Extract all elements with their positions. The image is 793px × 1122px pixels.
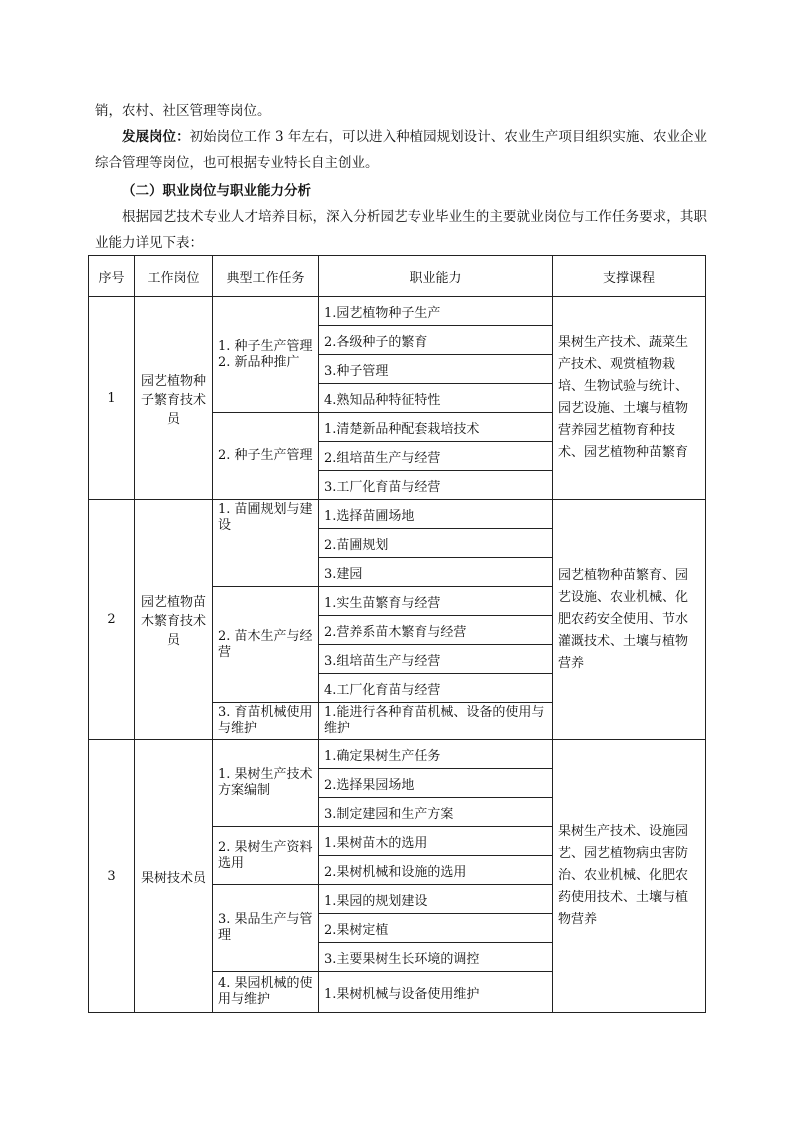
header-ability: 职业能力 [319, 256, 553, 297]
row-number: 1 [89, 297, 135, 500]
ability-cell: 1.清楚新品种配套栽培技术 [319, 413, 553, 442]
post-cell: 园艺植物苗木繁育技术员 [135, 500, 213, 740]
task-cell: 2. 果树生产资料选用 [213, 827, 319, 885]
ability-cell: 3.制定建园和生产方案 [319, 798, 553, 827]
ability-cell: 1.实生苗繁育与经营 [319, 587, 553, 616]
continued-line: 销，农村、社区管理等岗位。 [95, 103, 271, 119]
ability-cell: 1.果园的规划建设 [319, 885, 553, 914]
ability-cell: 1.果树苗木的选用 [319, 827, 553, 856]
ability-cell: 1.确定果树生产任务 [319, 740, 553, 769]
ability-cell: 2.苗圃规划 [319, 529, 553, 558]
ability-cell: 4.工厂化育苗与经营 [319, 674, 553, 703]
task-cell: 3. 果品生产与管理 [213, 885, 319, 972]
development-label: 发展岗位： [122, 129, 190, 145]
task-cell: 2. 种子生产管理 [213, 413, 319, 500]
ability-table [88, 255, 706, 1013]
course-cell: 果树生产技术、设施园艺、园艺植物病虫害防治、农业机械、化肥农药使用技术、土壤与植物营养 [553, 740, 706, 1013]
header-task: 典型工作任务 [213, 256, 319, 297]
table-row [89, 740, 706, 769]
header-course: 支撑课程 [553, 256, 706, 297]
ability-cell: 3.主要果树生长环境的调控 [319, 943, 553, 972]
course-cell: 果树生产技术、蔬菜生产技术、观赏植物栽培、生物试验与统计、园艺设施、土壤与植物营养园艺植物育种技术、园艺植物种苗繁育 [553, 297, 706, 500]
section-intro: 根据园艺技术专业人才培养目标，深入分析园艺专业毕业生的主要就业岗位与工作任务要求，其职业能力详见下表： [95, 209, 707, 251]
section-heading: （二）职业岗位与职业能力分析 [122, 183, 311, 199]
ability-cell: 3.组培苗生产与经营 [319, 645, 553, 674]
row-number: 3 [89, 740, 135, 1013]
course-cell: 园艺植物种苗繁育、园艺设施、农业机械、化肥农药安全使用、节水灌溉技术、土壤与植物营养 [553, 500, 706, 740]
development-text: 初始岗位工作 3 年左右，可以进入种植园规划设计、农业生产项目组织实施、农业企业综合管理等岗位，也可根据专业特长自主创业。 [95, 129, 708, 171]
ability-cell: 1.能进行各种育苗机械、设备的使用与维护 [319, 703, 553, 740]
ability-cell: 1.选择苗圃场地 [319, 500, 553, 529]
ability-cell: 2.选择果园场地 [319, 769, 553, 798]
task-cell: 2. 苗木生产与经营 [213, 587, 319, 703]
task-cell: 1. 苗圃规划与建设 [213, 500, 319, 587]
ability-cell: 1.果树机械与设备使用维护 [319, 972, 553, 1013]
task-cell: 4. 果园机械的使用与维护 [213, 972, 319, 1013]
task-cell: 1. 果树生产技术方案编制 [213, 740, 319, 827]
ability-cell: 2.果树机械和设施的选用 [319, 856, 553, 885]
ability-cell: 4.熟知品种特征特性 [319, 384, 553, 413]
post-cell: 果树技术员 [135, 740, 213, 1013]
ability-cell: 3.工厂化育苗与经营 [319, 471, 553, 500]
ability-cell: 3.建园 [319, 558, 553, 587]
header-no: 序号 [89, 256, 135, 297]
header-post: 工作岗位 [135, 256, 213, 297]
table-header-row [89, 256, 706, 297]
ability-cell: 2.各级种子的繁育 [319, 326, 553, 355]
development-paragraph [95, 124, 707, 176]
table-row [89, 500, 706, 529]
ability-cell: 2.营养系苗木繁育与经营 [319, 616, 553, 645]
ability-cell: 1.园艺植物种子生产 [319, 297, 553, 326]
task-cell: 1. 种子生产管理 2. 新品种推广 [213, 297, 319, 413]
task-cell: 3. 育苗机械使用与维护 [213, 703, 319, 740]
ability-cell: 3.种子管理 [319, 355, 553, 384]
ability-cell: 2.果树定植 [319, 914, 553, 943]
row-number: 2 [89, 500, 135, 740]
ability-cell: 2.组培苗生产与经营 [319, 442, 553, 471]
post-cell: 园艺植物种子繁育技术员 [135, 297, 213, 500]
table-row [89, 297, 706, 326]
